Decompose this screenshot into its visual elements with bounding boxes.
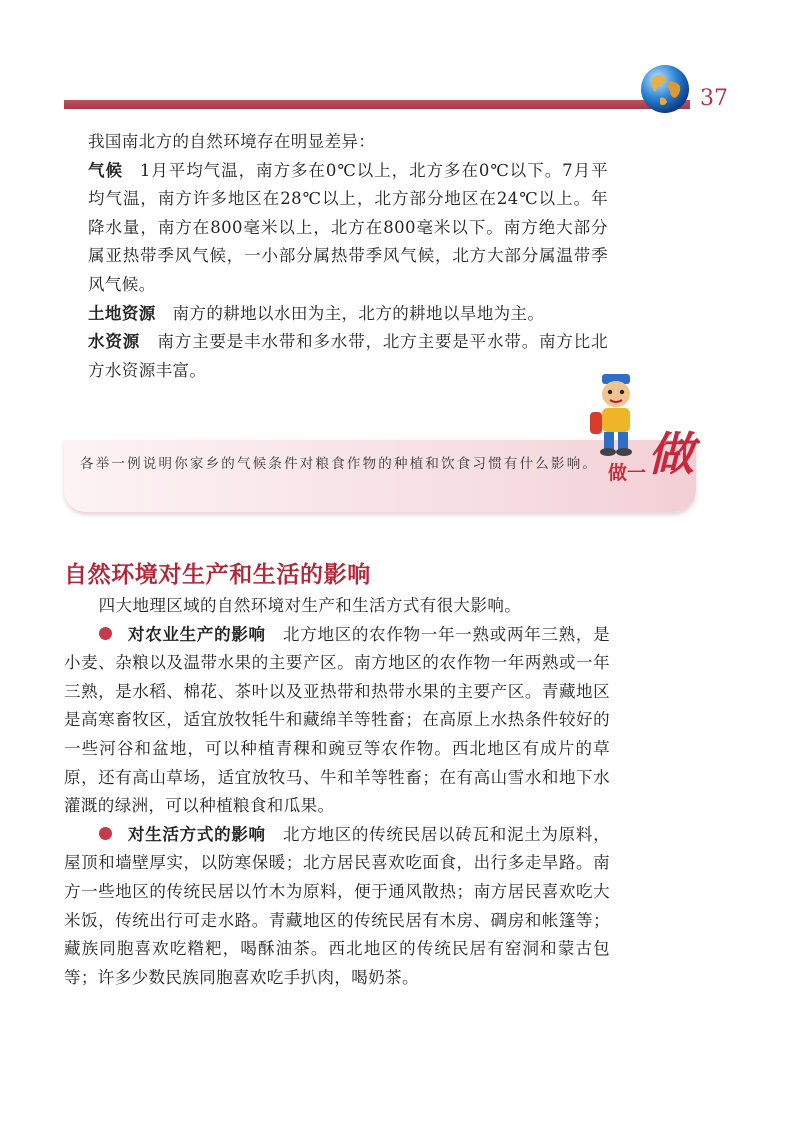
life-term: 对生活方式的影响 bbox=[127, 824, 266, 844]
section-lead: 四大地理区域的自然环境对生产和生活方式有很大影响。 bbox=[98, 596, 522, 615]
activity-label-big: 做 bbox=[648, 427, 694, 481]
agri-text: 北方地区的农作物一年一熟或两年三熟，是小麦、杂粮以及温带水果的主要产区。南方地区的农作物一年两熟或一年三熟，是水稻、棉花、茶叶以及亚热带和热带水果的主要产区。青藏地区是高寒畜牧区，适宜放牧牦牛和藏绵羊等牲畜；在高原上水热条件较好的一些河谷和盆地，可以种植青稞和豌豆等农作物。西北地区有成片的草原，还有高山草场，适宜放牧马、牛和羊等牲畜；在有高山雪水和地下水灌溉的绿洲，可以种植粮食和瓜果。 bbox=[64, 624, 610, 816]
bullet-icon bbox=[99, 627, 112, 640]
land-paragraph bbox=[88, 300, 608, 329]
intro-lead: 我国南北方的自然环境存在明显差异： bbox=[88, 132, 376, 151]
climate-term: 气候 bbox=[88, 160, 123, 180]
bullet-icon bbox=[99, 827, 112, 840]
life-paragraph bbox=[64, 821, 610, 993]
header-bar bbox=[64, 100, 690, 109]
section-title: 自然环境对生产和生活的影响 bbox=[64, 562, 371, 588]
globe-icon bbox=[640, 64, 690, 114]
activity-text: 各举一例说明你家乡的气候条件对粮食作物的种植和饮食习惯有什么影响。 bbox=[80, 456, 599, 472]
land-text: 南方的耕地以水田为主，北方的耕地以旱地为主。 bbox=[172, 303, 545, 323]
water-paragraph bbox=[88, 328, 608, 385]
land-term: 土地资源 bbox=[88, 303, 156, 323]
page-number: 37 bbox=[700, 86, 728, 111]
climate-text: 1月平均气温，南方多在0℃以上，北方多在0℃以下。7月平均气温，南方许多地区在28℃以上，北方部分地区在24℃以上。年降水量，南方在800毫米以上，北方在800毫米以下。南方绝大部分属亚热带季风气候，一小部分属热带季风气候，北方大部分属温带季风气候。 bbox=[88, 160, 608, 294]
activity-label-small: 做一 bbox=[608, 462, 647, 484]
agri-paragraph bbox=[64, 621, 610, 821]
intro-section bbox=[88, 128, 608, 385]
climate-paragraph bbox=[88, 157, 608, 300]
water-text: 南方主要是丰水带和多水带，北方主要是平水带。南方比北方水资源丰富。 bbox=[88, 332, 608, 380]
main-section bbox=[64, 592, 610, 992]
water-term: 水资源 bbox=[88, 332, 141, 352]
life-text: 北方地区的传统民居以砖瓦和泥土为原料，屋顶和墙壁厚实，以防寒保暖；北方居民喜欢吃面食，出行多走旱路。南方一些地区的传统民居以竹木为原料，便于通风散热；南方居民喜欢吃大米饭，传统出行可走水路。青藏地区的传统民居有木房、碉房和帐篷等；藏族同胞喜欢吃糌粑，喝酥油茶。西北地区的传统民居有窑洞和蒙古包等；许多少数民族同胞喜欢吃手扒肉，喝奶茶。 bbox=[64, 824, 610, 987]
agri-term: 对农业生产的影响 bbox=[127, 624, 266, 644]
cartoon-boy-icon bbox=[586, 372, 646, 458]
